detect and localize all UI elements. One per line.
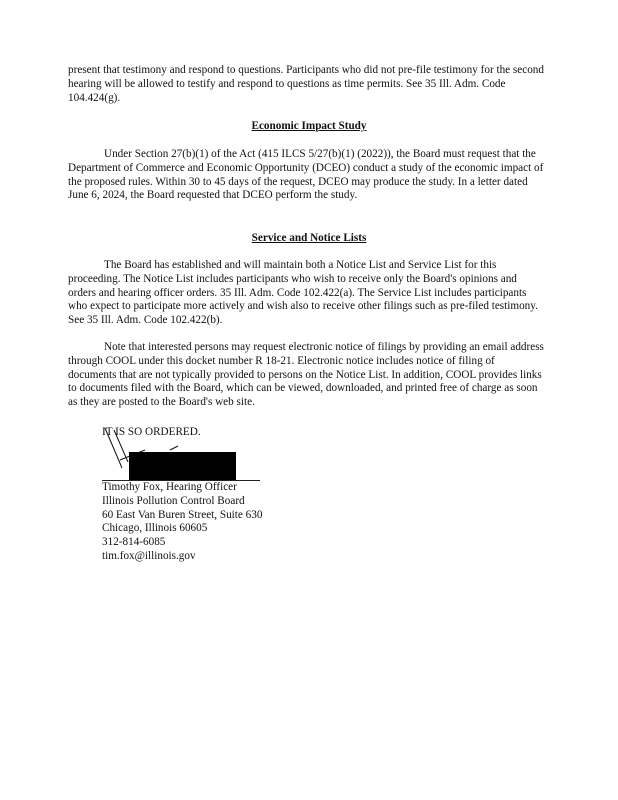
signer-name-title: Timothy Fox, Hearing Officer bbox=[102, 481, 237, 493]
signer-street: 60 East Van Buren Street, Suite 630 bbox=[102, 508, 263, 521]
section-heading-economic-impact: Economic Impact Study bbox=[251, 120, 367, 132]
signer-city: Chicago, Illinois 60605 bbox=[102, 522, 208, 535]
service-list-paragraph: The Board has established and will maintain both a Notice List and Service List for this proceeding. The Notice List includes participants who wish to receive only the Board's opinions and orders and hearing officer orders. 35 Ill. Adm. Code 102.422(a). The Service List includes participants who expect to participate more actively and wish also to receive other filings such as pre-filed testimony. See 35 Ill. Adm. Code 102.422(b). bbox=[68, 259, 538, 327]
signer-organization: Illinois Pollution Control Board bbox=[102, 494, 245, 507]
signer-phone: 312-814-6085 bbox=[102, 536, 166, 549]
electronic-notice-paragraph: Note that interested persons may request electronic notice of filings by providing an email address through COOL under this docket number R 18-21. Electronic notice includes notice of filing of documents that are not typically provided to persons on the Notice List. In addition, COOL provides links to documents filed with the Board, which can be viewed, downloaded, and printed free of charge as soon as they are posted to the Board's web site. bbox=[68, 341, 544, 409]
so-ordered-line: IT IS SO ORDERED. bbox=[102, 426, 201, 438]
signature-block bbox=[102, 481, 262, 564]
signer-email: tim.fox@illinois.gov bbox=[102, 549, 196, 562]
section-heading-service-notice: Service and Notice Lists bbox=[251, 232, 367, 244]
redacted-signature bbox=[129, 452, 236, 480]
intro-paragraph: present that testimony and respond to questions. Participants who did not pre-file testimony for the second hearing will be allowed to testify and respond to questions as time permits. See 35 Ill. Adm. Code 104.424(g). bbox=[68, 64, 544, 104]
economic-impact-paragraph: Under Section 27(b)(1) of the Act (415 ILCS 5/27(b)(1) (2022)), the Board must request that the Department of Commerce and Economic Opportunity (DCEO) conduct a study of the economic impact of the proposed rules. Within 30 to 45 days of the request, DCEO may produce the study. In a letter dated June 6, 2024, the Board requested that DCEO perform the study. bbox=[68, 148, 544, 202]
